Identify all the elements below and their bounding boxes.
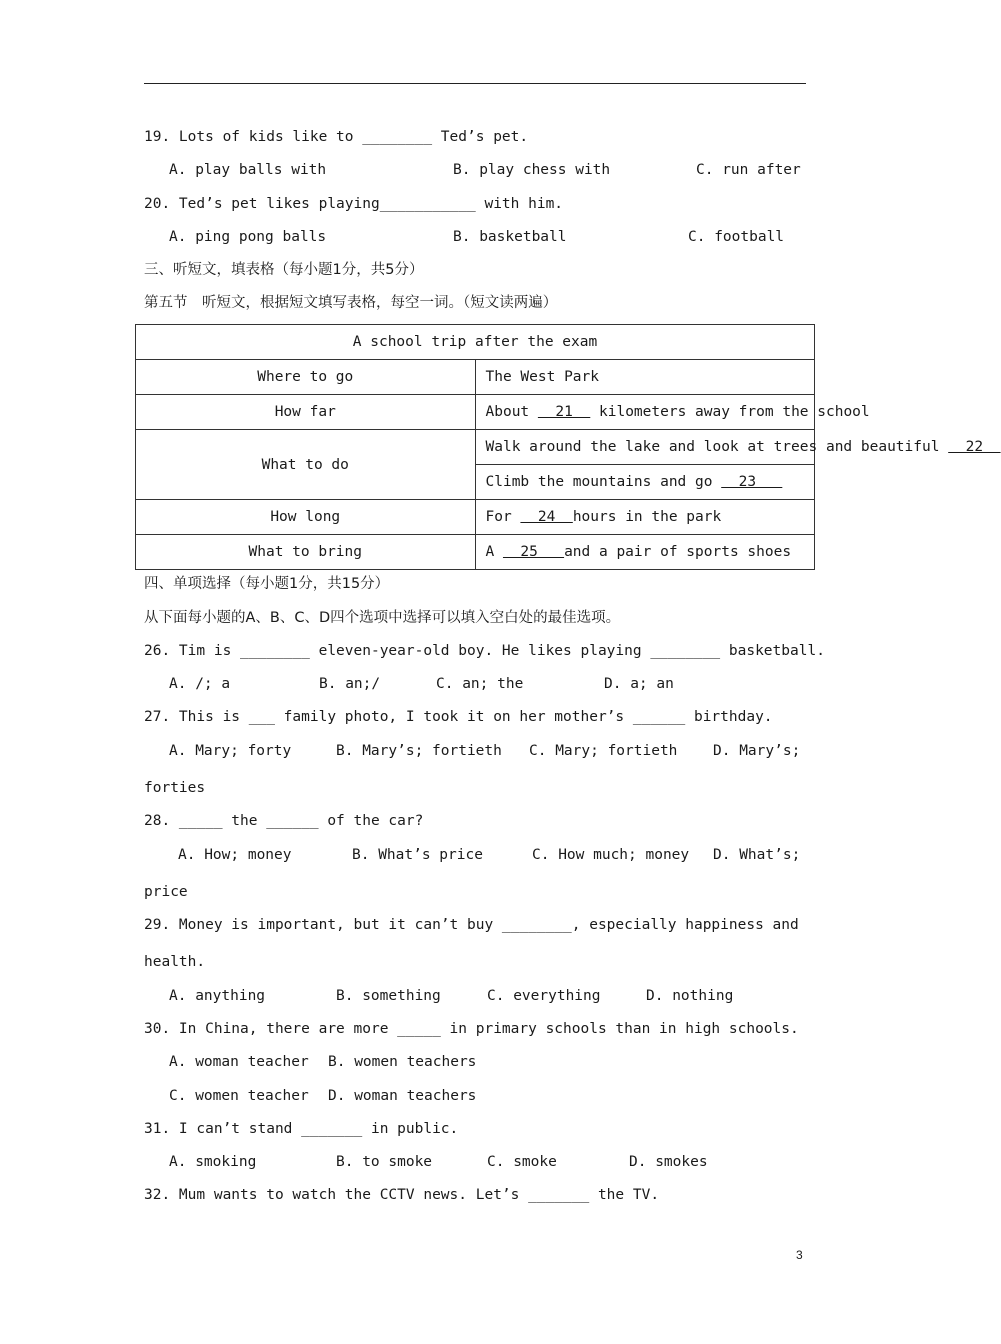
section-3-heading: 三、听短文，填表格（每小题1分，共5分） <box>144 262 424 278</box>
q27-option-d-continued: forties <box>144 780 206 796</box>
q27-option-d: D. Mary’s; <box>713 743 801 759</box>
question-19-stem: 19. Lots of kids like to ________ Ted’s pet. <box>144 129 529 145</box>
q20-option-a: A. ping pong balls <box>169 229 327 245</box>
q19-option-b: B. play chess with <box>453 162 611 178</box>
q20-option-c: C. football <box>688 229 785 245</box>
text-post: and a pair of sports shoes <box>564 544 792 560</box>
q30-option-c: C. women teacher <box>169 1088 309 1104</box>
q31-option-b: B. to smoke <box>336 1154 433 1170</box>
row-value <box>475 535 815 570</box>
q29-option-a: A. anything <box>169 988 266 1004</box>
text-pre: About <box>485 404 538 420</box>
q28-option-d: D. What’s; <box>713 847 801 863</box>
question-20-stem: 20. Ted’s pet likes playing___________ with him. <box>144 196 564 212</box>
text-pre: Walk around the lake and look at trees and beautiful <box>485 439 949 455</box>
row-value <box>475 465 815 500</box>
q20-option-b: B. basketball <box>453 229 567 245</box>
q26-option-a: A. /; a <box>169 676 231 692</box>
blank-23: 23 <box>721 474 783 490</box>
header-rule <box>144 83 806 84</box>
text-post: hours in the park <box>572 509 722 525</box>
row-label: Where to go <box>136 360 476 395</box>
question-32-stem: 32. Mum wants to watch the CCTV news. Let’s _______ the TV. <box>144 1187 660 1203</box>
q30-option-b: B. women teachers <box>328 1054 477 1070</box>
table-title-row <box>136 325 815 360</box>
row-value <box>475 500 815 535</box>
q27-option-c: C. Mary; fortieth <box>529 743 678 759</box>
row-value: The West Park <box>475 360 815 395</box>
table-row <box>136 430 815 465</box>
question-26-stem: 26. Tim is ________ eleven-year-old boy. He likes playing ________ basketball. <box>144 643 825 659</box>
row-label: What to do <box>136 430 476 500</box>
table-row <box>136 395 815 430</box>
text-pre: Climb the mountains and go <box>485 474 722 490</box>
question-29-stem-continued: health. <box>144 954 206 970</box>
q26-option-c: C. an; the <box>436 676 524 692</box>
q27-option-b: B. Mary’s; fortieth <box>336 743 502 759</box>
text-pre: For <box>485 509 521 525</box>
q29-option-b: B. something <box>336 988 441 1004</box>
row-label: How long <box>136 500 476 535</box>
table-row <box>136 500 815 535</box>
q28-option-c: C. How much; money <box>532 847 690 863</box>
section-4-heading: 四、单项选择（每小题1分，共15分） <box>144 576 390 592</box>
q28-option-a: A. How; money <box>178 847 292 863</box>
q27-option-a: A. Mary; forty <box>169 743 292 759</box>
q28-option-d-continued: price <box>144 884 188 900</box>
q19-option-c: C. run after <box>696 162 801 178</box>
q29-option-d: D. nothing <box>646 988 734 1004</box>
section-4-instruction: 从下面每小题的A、B、C、D四个选项中选择可以填入空白处的最佳选项。 <box>144 610 621 626</box>
blank-24: 24 <box>520 509 573 525</box>
q29-option-c: C. everything <box>487 988 601 1004</box>
q30-option-a: A. woman teacher <box>169 1054 309 1070</box>
q31-option-d: D. smokes <box>629 1154 708 1170</box>
row-label: What to bring <box>136 535 476 570</box>
table-title: A school trip after the exam <box>136 325 815 360</box>
q26-option-d: D. a; an <box>604 676 674 692</box>
question-30-stem: 30. In China, there are more _____ in primary schools than in high schools. <box>144 1021 799 1037</box>
row-value <box>475 430 1001 465</box>
table-row <box>136 360 815 395</box>
q19-option-a: A. play balls with <box>169 162 327 178</box>
text-pre: A <box>485 544 503 560</box>
page-number: 3 <box>796 1248 803 1262</box>
text-post: kilometers away from the school <box>590 404 870 420</box>
q30-option-d: D. woman teachers <box>328 1088 477 1104</box>
question-28-stem: 28. _____ the ______ of the car? <box>144 813 424 829</box>
blank-25: 25 <box>502 544 565 560</box>
row-value <box>475 395 870 430</box>
q31-option-c: C. smoke <box>487 1154 557 1170</box>
question-31-stem: 31. I can’t stand _______ in public. <box>144 1121 459 1137</box>
question-29-stem: 29. Money is important, but it can’t buy ________, especially happiness and <box>144 917 799 933</box>
q26-option-b: B. an;/ <box>319 676 381 692</box>
section-3-instruction: 第五节 听短文，根据短文填写表格，每空一词。（短文读两遍） <box>144 295 558 311</box>
question-27-stem: 27. This is ___ family photo, I took it on her mother’s ______ birthday. <box>144 709 773 725</box>
blank-22: 22 <box>948 439 1001 455</box>
q31-option-a: A. smoking <box>169 1154 257 1170</box>
trip-table <box>135 324 1001 570</box>
table-row <box>136 535 815 570</box>
blank-21: 21 <box>537 404 591 420</box>
row-label: How far <box>136 395 476 430</box>
q28-option-b: B. What’s price <box>352 847 483 863</box>
